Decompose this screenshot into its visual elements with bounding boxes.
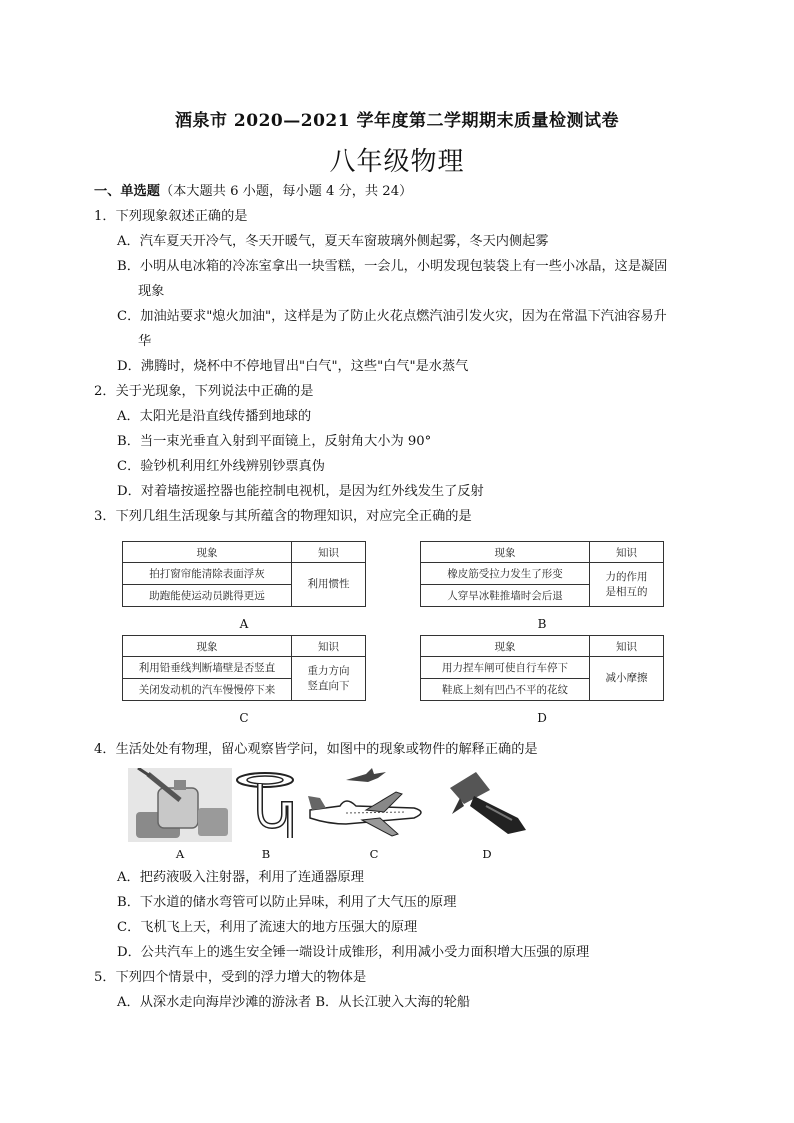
q1-option-b: B．小明从电冰箱的冷冻室拿出一块雪糕，一会儿，小明发现包装袋上有一些小冰晶，这是凝固 xyxy=(117,259,668,274)
table-caption: C xyxy=(239,711,249,725)
table-cell-phenomenon: 关闭发动机的汽车慢慢停下来 xyxy=(123,679,292,701)
q5-options-ab: A．从深水走向海岸沙滩的游泳者 B．从长江驶入大海的轮船 xyxy=(117,995,471,1010)
knowledge-line-1: 减小摩擦 xyxy=(605,672,648,684)
section-heading xyxy=(94,183,412,201)
q3-table-c xyxy=(122,635,366,701)
table-cell-phenomenon: 橡皮筋受拉力发生了形变 xyxy=(421,563,590,585)
q2-option-c: C．验钞机利用红外线辨别钞票真伪 xyxy=(117,459,325,474)
table-header-knowledge: 知识 xyxy=(292,542,366,563)
q1-option-d: D．沸腾时，烧杯中不停地冒出"白气"，这些"白气"是水蒸气 xyxy=(117,359,469,374)
table-cell-phenomenon: 用力捏车闸可使自行车停下 xyxy=(421,657,590,679)
table-cell-phenomenon: 拍打窗帘能清除表面浮灰 xyxy=(123,563,292,585)
knowledge-line-1: 力的作用 xyxy=(605,570,648,583)
table-caption: A xyxy=(239,617,249,631)
table-caption: B xyxy=(537,617,547,631)
table-cell-knowledge xyxy=(590,657,664,701)
q3-stem: 3．下列几组生活现象与其所蕴含的物理知识，对应完全正确的是 xyxy=(94,509,472,524)
table-header-phenomenon: 现象 xyxy=(123,636,292,657)
exam-subtitle: 八年级物理 xyxy=(329,147,465,177)
airplane-figure xyxy=(306,766,438,842)
table-cell-phenomenon: 助跑能使运动员跳得更远 xyxy=(123,585,292,607)
exam-title: 酒泉市 2020—2021 学年度第二学期期末质量检测试卷 xyxy=(175,111,619,131)
q1-stem: 1．下列现象叙述正确的是 xyxy=(94,209,248,224)
q1-option-a: A．汽车夏天开冷气，冬天开暖气，夏天车窗玻璃外侧起雾，冬天内侧起雾 xyxy=(117,234,549,249)
q1-option-b-cont: 现象 xyxy=(138,284,165,299)
q4-option-a: A．把药液吸入注射器，利用了连通器原理 xyxy=(117,870,364,885)
q4-option-d: D．公共汽车上的逃生安全锤一端设计成锥形，利用减小受力面积增大压强的原理 xyxy=(117,945,590,960)
safety-hammer-figure xyxy=(446,768,530,840)
table-cell-phenomenon: 鞋底上刻有凹凸不平的花纹 xyxy=(421,679,590,701)
table-header-knowledge: 知识 xyxy=(590,636,664,657)
q2-stem: 2．关于光现象，下列说法中正确的是 xyxy=(94,384,314,399)
syringe-vial-figure xyxy=(128,768,232,842)
knowledge-line-1: 利用惯性 xyxy=(307,578,350,590)
q3-table-d xyxy=(420,635,664,701)
table-cell-knowledge xyxy=(292,657,366,701)
q3-table-b xyxy=(420,541,664,607)
q2-option-b: B．当一束光垂直入射到平面镜上，反射角大小为 90° xyxy=(117,434,432,449)
q1-option-c-cont: 华 xyxy=(138,334,152,349)
figure-caption: D xyxy=(482,847,492,861)
q4-stem: 4．生活处处有物理，留心观察皆学问，如图中的现象或物件的解释正确的是 xyxy=(94,742,538,757)
table-caption: D xyxy=(537,711,547,725)
table-header-knowledge: 知识 xyxy=(590,542,664,563)
table-cell-knowledge xyxy=(292,563,366,607)
drain-trap-figure xyxy=(232,770,298,840)
knowledge-line-2: 是相互的 xyxy=(605,585,648,598)
table-header-knowledge: 知识 xyxy=(292,636,366,657)
table-cell-phenomenon: 利用铅垂线判断墙壁是否竖直 xyxy=(123,657,292,679)
q2-option-a: A．太阳光是沿直线传播到地球的 xyxy=(117,409,312,424)
knowledge-line-1: 重力方向 xyxy=(307,664,350,677)
figure-caption: C xyxy=(369,847,379,861)
q2-option-d: D．对着墙按遥控器也能控制电视机，是因为红外线发生了反射 xyxy=(117,484,484,499)
section-label: 一、单选题 xyxy=(94,184,160,199)
q1-option-c: C．加油站要求"熄火加油"，这样是为了防止火花点燃汽油引发火灾，因为在常温下汽油容易升 xyxy=(117,309,667,324)
figure-caption: B xyxy=(261,847,271,861)
table-header-phenomenon: 现象 xyxy=(421,636,590,657)
figure-caption: A xyxy=(175,847,185,861)
table-header-phenomenon: 现象 xyxy=(421,542,590,563)
table-cell-knowledge xyxy=(590,563,664,607)
table-cell-phenomenon: 人穿旱冰鞋推墙时会后退 xyxy=(421,585,590,607)
q4-option-b: B．下水道的储水弯管可以防止异味，利用了大气压的原理 xyxy=(117,895,457,910)
q3-table-a xyxy=(122,541,366,607)
q5-stem: 5．下列四个情景中，受到的浮力增大的物体是 xyxy=(94,970,367,985)
table-header-phenomenon: 现象 xyxy=(123,542,292,563)
section-note: （本大题共 6 小题，每小题 4 分，共 24） xyxy=(159,184,413,199)
knowledge-line-2: 竖直向下 xyxy=(307,679,350,692)
q4-option-c: C．飞机飞上天，利用了流速大的地方压强大的原理 xyxy=(117,920,418,935)
